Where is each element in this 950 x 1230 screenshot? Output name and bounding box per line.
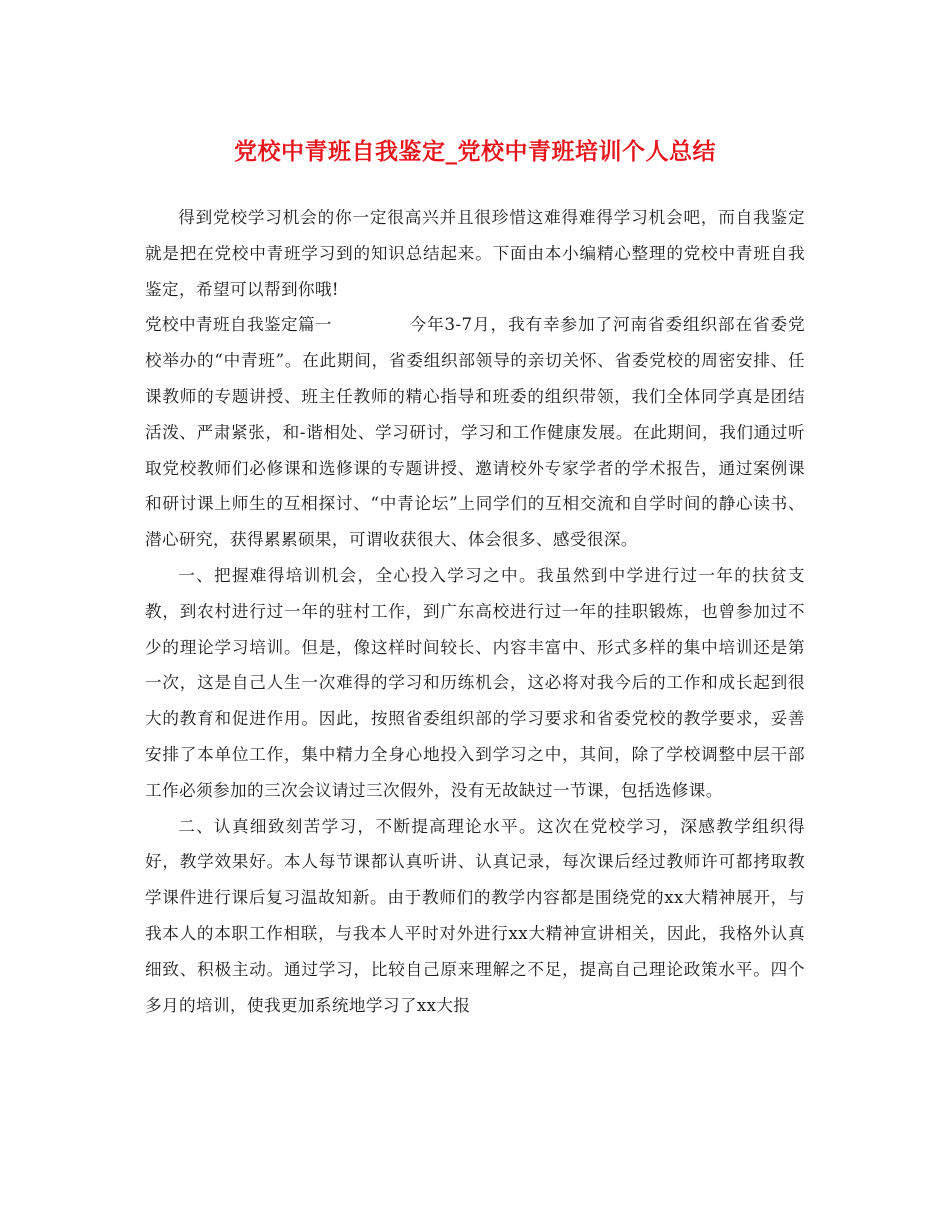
- section1-heading: 党校中青班自我鉴定篇一: [145, 315, 332, 335]
- document-title: 党校中青班自我鉴定_党校中青班培训个人总结: [234, 139, 716, 165]
- document-body: [145, 200, 805, 1023]
- point1-paragraph: 一、把握难得培训机会，全心投入学习之中。我虽然到中学进行过一年的扶贫支教，到农村进行过一年的驻村工作，到广东高校进行过一年的挂职锻炼，也曾参加过不少的理论学习培训。但是，像这样时间较长、内容丰富中、形式多样的集中培训还是第一次，这是自己人生一次难得的学习和历练机会，这必将对我今后的工作和成长起到很大的教育和促进作用。因此，按照省委组织部的学习要求和省委党校的教学要求，妥善安排了本单位工作，集中精力全身心地投入到学习之中，其间，除了学校调整中层干部工作必须参加的三次会议请过三次假外，没有无故缺过一节课，包括选修课。: [145, 565, 805, 800]
- point2-paragraph: 二、认真细致刻苦学习，不断提高理论水平。这次在党校学习，深感教学组织得好，教学效果好。本人每节课都认真听讲、认真记录，每次课后经过教师许可都拷取教学课件进行课后复习温故知新。由于教师们的教学内容都是围绕党的xx大精神展开，与我本人的本职工作相联，与我本人平时对外进行xx大精神宣讲相关，因此，我格外认真细致、积极主动。通过学习，比较自己原来理解之不足，提高自己理论政策水平。四个多月的培训，使我更加系统地学习了xx大报: [145, 816, 805, 1015]
- section1-paragraph: [145, 307, 805, 558]
- intro-paragraph: 得到党校学习机会的你一定很高兴并且很珍惜这难得难得学习机会吧，而自我鉴定就是把在党校中青班学习到的知识总结起来。下面由本小编精心整理的党校中青班自我鉴定，希望可以帮到你哦!: [145, 208, 805, 299]
- section1-text: 今年3-7月，我有幸参加了河南省委组织部在省委党校举办的“中青班”。在此期间，省委组织部领导的亲切关怀、省委党校的周密安排、任课教师的专题讲授、班主任教师的精心指导和班委的组织带领，我们全体同学真是团结活泼、严肃紧张，和-谐相处、学习研讨，学习和工作健康发展。在此期间，我们通过听取党校教师们必修课和选修课的专题讲授、邀请校外专家学者的学术报告，通过案例课和研讨课上师生的互相探讨、“中青论坛”上同学们的互相交流和自学时间的静心读书、潜心研究，获得累累硕果，可谓收获很大、体会很多、感受很深。: [145, 315, 805, 550]
